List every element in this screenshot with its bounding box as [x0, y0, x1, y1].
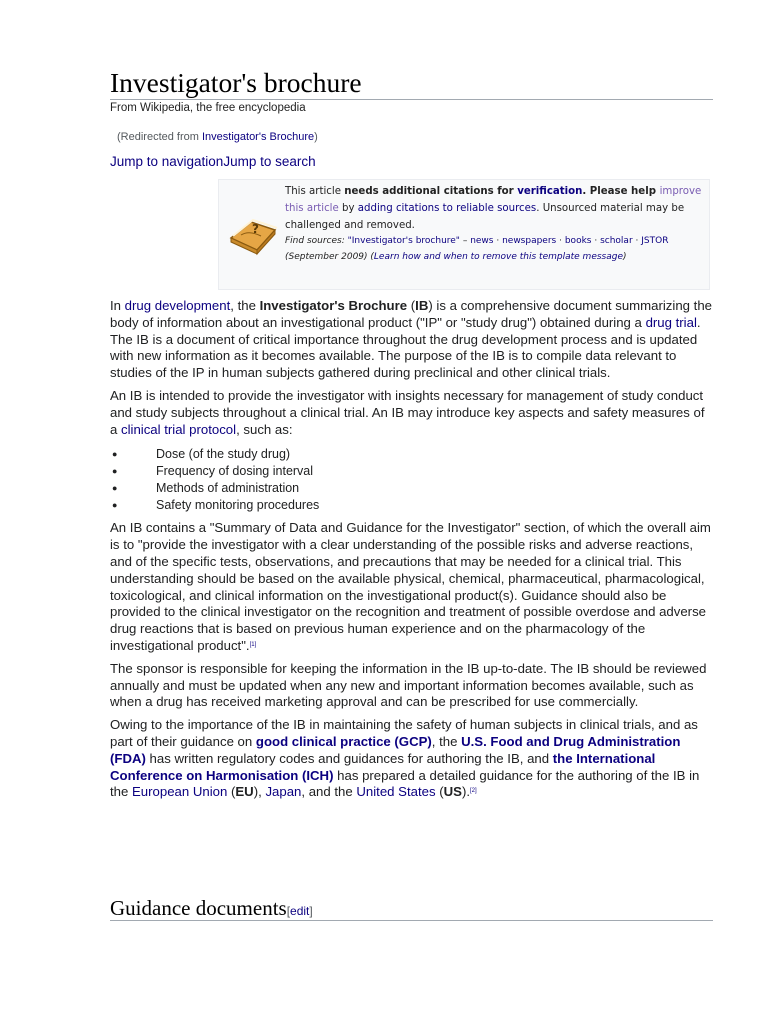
citation-needed-notice: [218, 179, 710, 290]
newspapers-link[interactable]: newspapers: [502, 236, 557, 246]
text: has prepared a detailed guidance for the authoring of the IB in the: [110, 767, 700, 800]
clinical-trial-protocol-link[interactable]: clinical trial protocol: [121, 421, 237, 437]
notice-t4: . Please help: [582, 186, 660, 197]
find-query-link[interactable]: "Investigator's brochure": [347, 236, 460, 246]
books-link[interactable]: books: [564, 236, 592, 246]
term-us: US: [443, 784, 462, 800]
text: ) is a comprehensive document summarizing the body of information about an investigational product ("IP" or "study drug") obtained during a: [110, 298, 712, 330]
bullet: ●: [112, 466, 118, 477]
aspects-list: [110, 446, 713, 514]
gcp-link[interactable]: good clinical practice (GCP): [255, 733, 432, 749]
adding-citations-link[interactable]: adding citations to reliable sources: [357, 203, 537, 214]
notice-t8: . Unsourced material may be challenged and removed.: [285, 203, 685, 231]
find-dot: ·: [493, 236, 503, 246]
redirect-link[interactable]: Investigator's Brochure: [201, 131, 315, 143]
text: An IB contains a "Summary of Data and Guidance for the Investigator" section, of which the overall aim is to "provide the investigator with a clear understanding of the possible risks and adverse reactions, and of the specific tests, observations, and precautions that may be needed for a clinical trial. This understanding should be based on the available physical, chemical, pharmaceutical, pharmacological, toxicological, and clinical information on the investigational product(s). Guidance should also be provided to the clinical investigator on the recognition and treatment of possible overdose and adverse drug reactions that is based on previous human experience and on the pharmacology of the investigational product".: [110, 520, 711, 653]
find-dot: ·: [556, 236, 565, 246]
redirect-notice: [117, 131, 318, 143]
text: ).: [461, 784, 471, 800]
redirect-suffix: ): [314, 131, 318, 143]
find-sources: [285, 234, 707, 265]
find-dot: ·: [632, 236, 642, 246]
section-heading-guidance: [110, 895, 713, 921]
drug-trial-link[interactable]: drug trial: [645, 314, 697, 330]
text: , the: [431, 733, 462, 749]
text: An IB is intended to provide the investigator with insights necessary for management of study conduct and study subjects throughout a clinical trial. An IB may introduce key aspects and safety measures of a: [110, 387, 705, 437]
drug-development-link[interactable]: drug development: [124, 298, 231, 313]
list-item-text: Dose (of the study drug): [156, 447, 291, 462]
paragraph-guidance: [110, 717, 713, 801]
bullet: ●: [112, 483, 118, 494]
redirect-prefix: (Redirected from: [117, 131, 202, 143]
fda-link[interactable]: U.S. Food and Drug Administration (FDA): [110, 733, 681, 766]
find-sources-label: Find sources:: [285, 236, 348, 246]
united-states-link[interactable]: United States: [356, 784, 436, 800]
news-link[interactable]: news: [470, 236, 494, 246]
japan-link[interactable]: Japan: [265, 784, 302, 800]
paragraph-sponsor: The sponsor is responsible for keeping the information in the IB up-to-date. The IB should be reviewed annually and must be updated when any new and important information becomes available, such as when a drug has received marketing approval and can be prescribed for use commercially.: [110, 660, 707, 710]
list-item: [110, 463, 713, 480]
jstor-link[interactable]: JSTOR: [641, 236, 669, 246]
text: Owing to the importance of the IB in maintaining the safety of human subjects in clinical trials, and as part of their guidance on: [110, 717, 698, 749]
list-item: [110, 446, 713, 463]
list-item-text: Methods of administration: [156, 481, 300, 496]
article-body: [110, 298, 713, 807]
text: ),: [253, 784, 266, 800]
reference-1-link[interactable]: [1]: [249, 641, 257, 648]
list-item-text: Safety monitoring procedures: [156, 498, 320, 513]
notice-text: [285, 183, 707, 265]
notice-t1: This article: [285, 186, 345, 197]
term-ib: IB: [415, 298, 429, 313]
find-dot: ·: [591, 236, 601, 246]
list-item-text: Frequency of dosing interval: [156, 464, 314, 479]
text: , such as:: [236, 421, 293, 437]
term-eu: EU: [235, 784, 254, 800]
verification-link[interactable]: verification: [517, 186, 583, 197]
text: (: [435, 784, 444, 800]
bullet: ●: [112, 449, 118, 460]
reference-2-link[interactable]: [2]: [470, 788, 477, 795]
svg-text:?: ?: [252, 222, 259, 236]
list-item: [110, 480, 713, 497]
bracket: [: [286, 904, 291, 918]
text: (: [227, 784, 236, 800]
page-title: Investigator's brochure: [110, 66, 713, 100]
text: , the: [230, 298, 260, 313]
tagline: From Wikipedia, the free encyclopedia: [110, 102, 306, 114]
notice-date: (September 2009): [285, 251, 371, 262]
bullet: ●: [112, 500, 118, 511]
book-question-icon: [227, 208, 285, 256]
european-union-link[interactable]: European Union: [132, 784, 228, 800]
notice-t2: needs additional citations for: [344, 186, 518, 197]
bracket: ]: [309, 904, 313, 918]
paragraph-summary: [110, 520, 713, 654]
notice-t6: by: [338, 203, 358, 214]
list-item: [110, 497, 713, 514]
edit-section-link[interactable]: edit: [290, 904, 310, 918]
text: . The IB is a document of critical importance throughout the drug development process and is updated with new information as it becomes available. The purpose of the IB is to compile data relevant to studies of the IP in human subjects gathered during preclinical and other clinical trials.: [110, 314, 701, 381]
text: , and the: [301, 784, 357, 800]
learn-how-link[interactable]: Learn how and when to remove this template message: [373, 251, 623, 262]
jump-to-navigation-link[interactable]: Jump to navigation: [110, 154, 224, 169]
term-investigators-brochure: Investigator's Brochure: [259, 298, 408, 313]
learn-close: ): [623, 251, 627, 262]
section-title: Guidance documents: [110, 896, 287, 920]
learn-open: (: [370, 251, 374, 262]
text: In: [110, 298, 125, 313]
paragraph-intro: [110, 298, 713, 382]
text: has written regulatory codes and guidances for authoring the IB, and: [145, 750, 553, 766]
jump-links: [110, 154, 316, 169]
paragraph-purpose: [110, 388, 713, 438]
text: (: [407, 298, 416, 313]
ich-link[interactable]: the International Conference on Harmonisation (ICH): [110, 750, 656, 783]
edit-section: [287, 904, 313, 918]
find-dash: –: [459, 236, 471, 246]
scholar-link[interactable]: scholar: [600, 236, 633, 246]
jump-to-search-link[interactable]: Jump to search: [223, 154, 316, 169]
improve-article-link[interactable]: improve this article: [285, 186, 702, 214]
